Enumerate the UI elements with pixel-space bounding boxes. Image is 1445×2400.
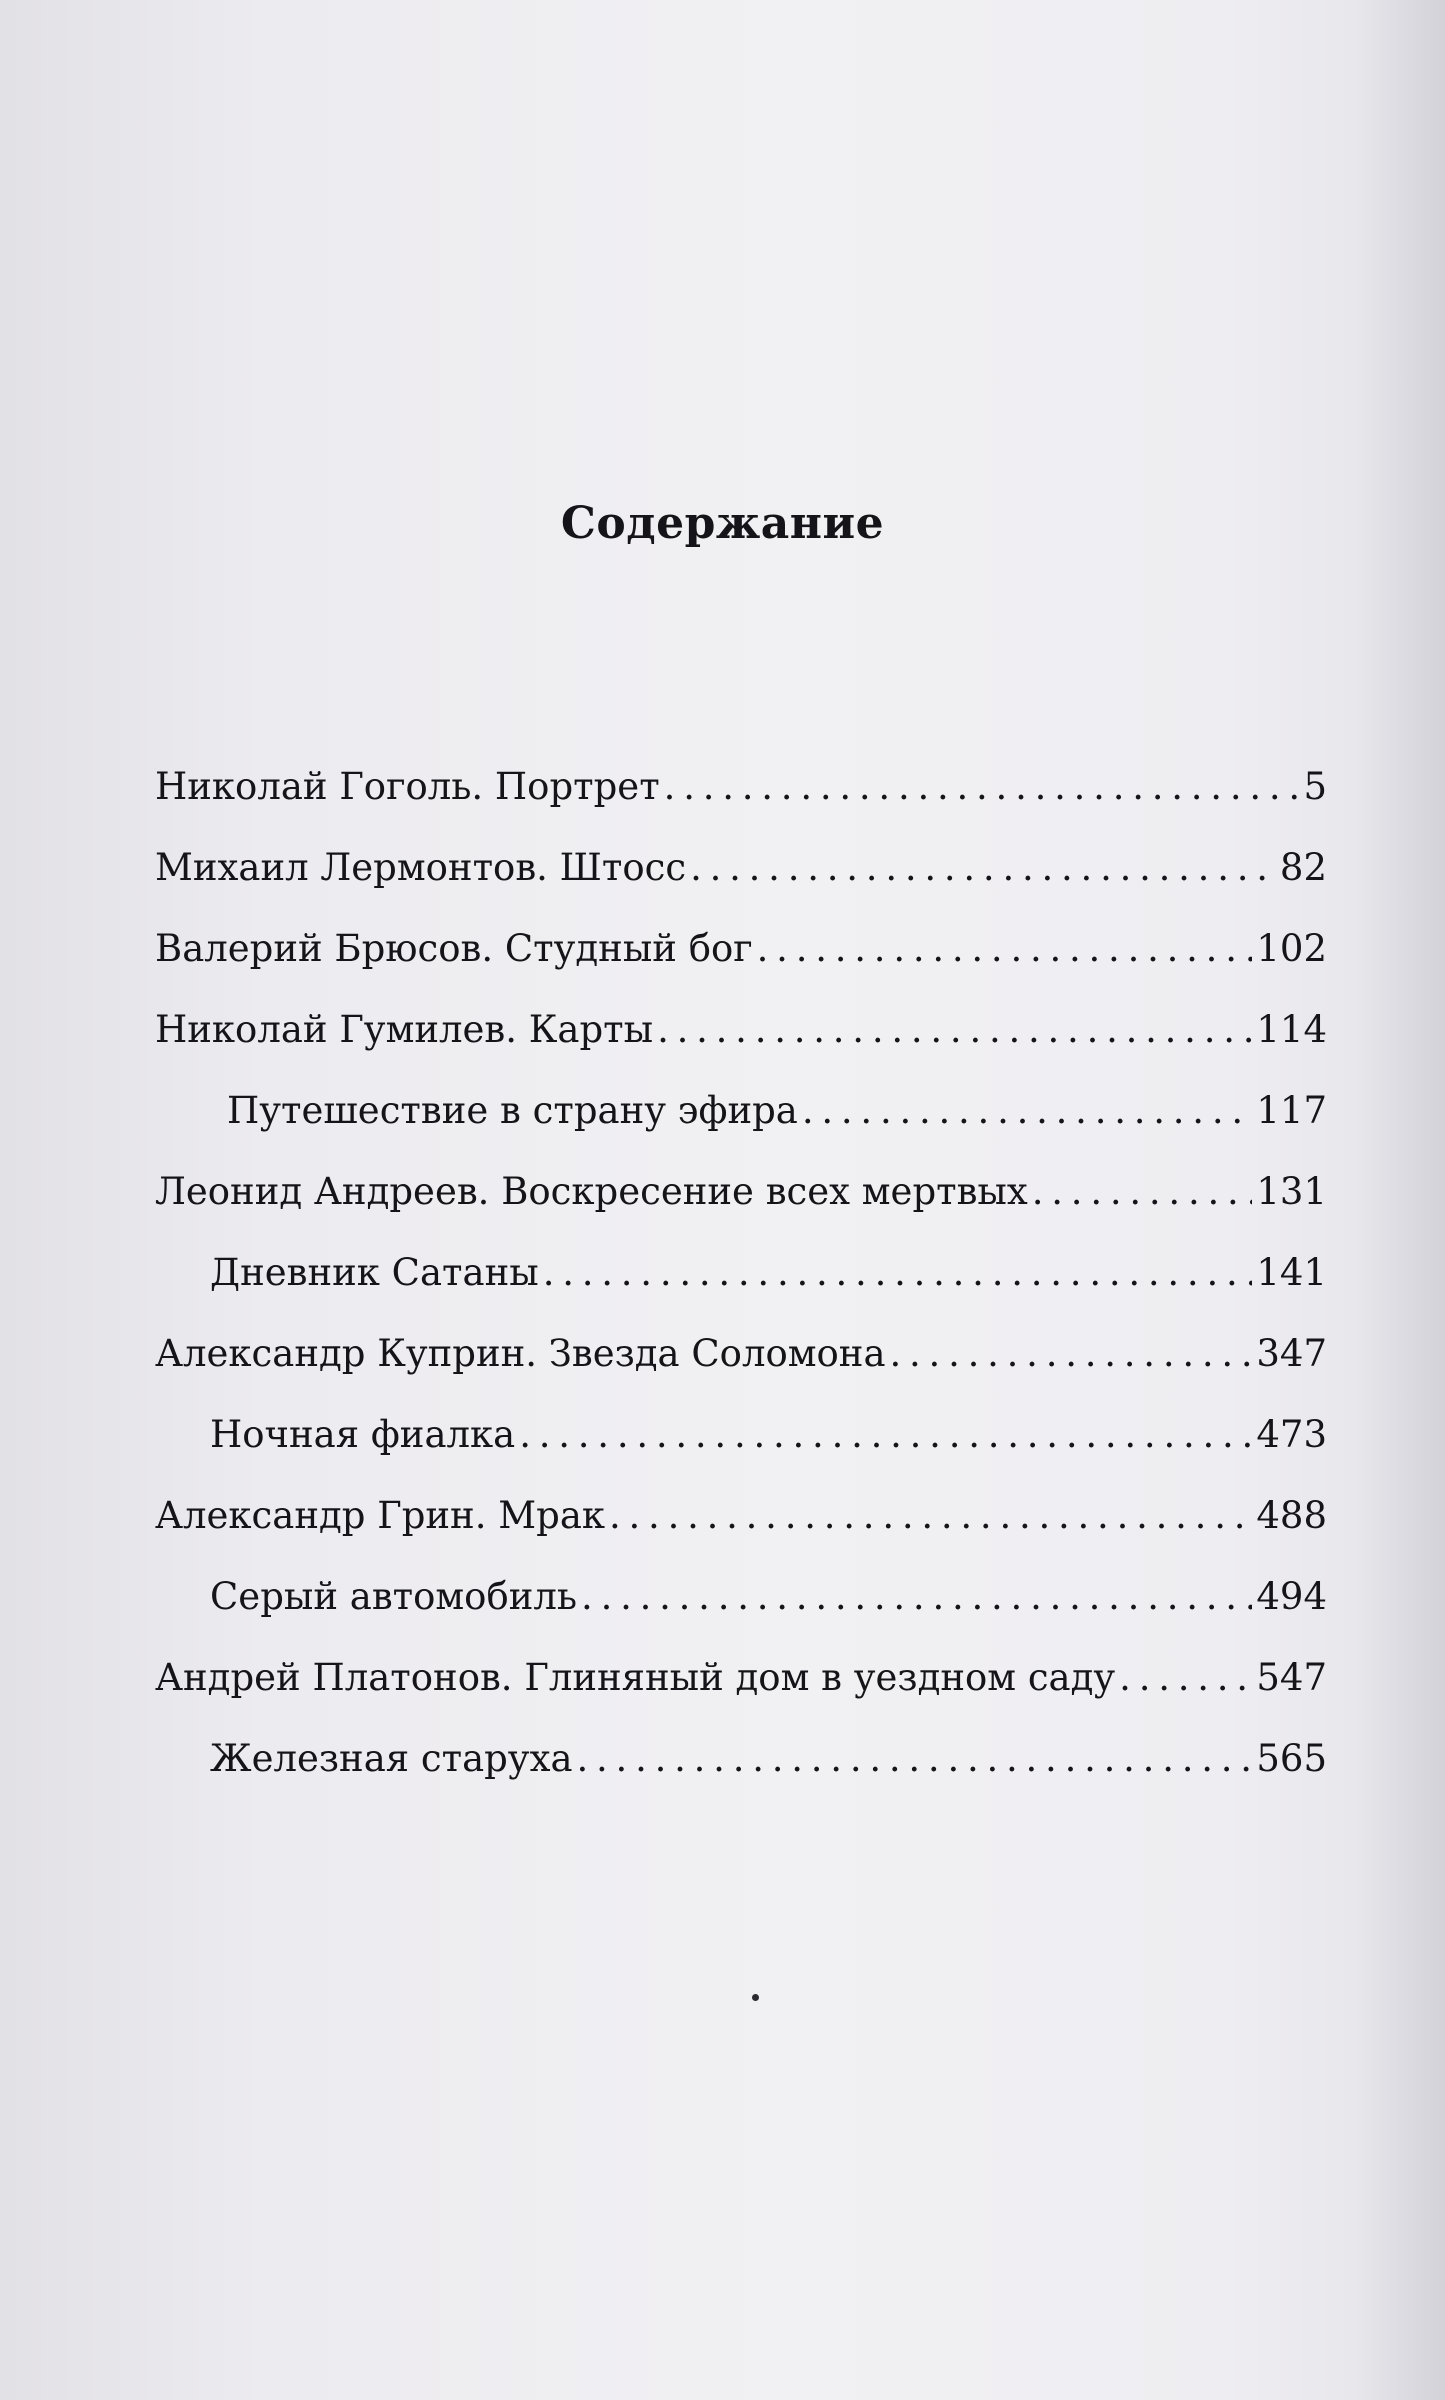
dot-leader [1119, 1653, 1252, 1703]
toc-entry-label: Ночная фиалка [210, 1413, 516, 1456]
toc-entry-label: Александр Куприн. Звезда Соломона [155, 1332, 886, 1375]
table-of-contents [155, 762, 1327, 1815]
dot-leader [802, 1086, 1253, 1136]
toc-entry [155, 1491, 1327, 1572]
toc-entry [155, 1005, 1327, 1086]
dot-leader [609, 1491, 1252, 1541]
toc-entry-label: Андрей Платонов. Глиняный дом в уездном саду [155, 1656, 1116, 1699]
dot-leader [581, 1572, 1252, 1622]
toc-entry-label: Николай Гоголь. Портрет [155, 765, 660, 808]
toc-entry [155, 843, 1327, 924]
toc-entry [155, 1248, 1327, 1329]
dot-leader [1032, 1167, 1253, 1217]
toc-entry [155, 1167, 1327, 1248]
toc-entry [155, 762, 1327, 843]
dot-leader [757, 924, 1253, 974]
dot-leader [664, 762, 1300, 812]
toc-entry-label: Александр Грин. Мрак [155, 1494, 605, 1537]
toc-entry [155, 1734, 1327, 1815]
toc-entry-page: 82 [1279, 846, 1327, 889]
toc-entry [155, 1329, 1327, 1410]
dot-leader [543, 1248, 1253, 1298]
toc-entry-page: 547 [1256, 1656, 1327, 1699]
dot-leader [577, 1734, 1253, 1784]
toc-entry-label: Дневник Сатаны [210, 1251, 539, 1294]
toc-entry-page: 102 [1256, 927, 1327, 970]
dot-leader [657, 1005, 1252, 1055]
toc-entry [155, 1086, 1327, 1167]
page-marker-dot [752, 1994, 759, 2001]
page-title: Содержание [560, 498, 885, 549]
toc-entry-label: Леонид Андреев. Воскресение всех мертвых [155, 1170, 1028, 1213]
dot-leader [690, 843, 1276, 893]
toc-entry-page: 347 [1256, 1332, 1327, 1375]
toc-entry-page: 117 [1256, 1089, 1327, 1132]
toc-entry-page: 114 [1256, 1008, 1327, 1051]
toc-entry [155, 1572, 1327, 1653]
page-gutter-shadow [1355, 0, 1445, 2400]
toc-entry-label: Серый автомобиль [210, 1575, 578, 1618]
toc-entry-page: 131 [1256, 1170, 1327, 1213]
toc-entry [155, 924, 1327, 1005]
toc-entry-page: 5 [1303, 765, 1327, 808]
toc-entry-page: 494 [1256, 1575, 1327, 1618]
toc-entry-page: 565 [1256, 1737, 1327, 1780]
dot-leader [890, 1329, 1253, 1379]
toc-entry-page: 488 [1256, 1494, 1327, 1537]
toc-entry-label: Валерий Брюсов. Студный бог [155, 927, 753, 970]
dot-leader [519, 1410, 1252, 1460]
toc-entry-label: Железная старуха [210, 1737, 573, 1780]
toc-entry-label: Михаил Лермонтов. Штосс [155, 846, 687, 889]
toc-entry [155, 1410, 1327, 1491]
toc-entry-label: Николай Гумилев. Карты [155, 1008, 654, 1051]
toc-entry-page: 473 [1256, 1413, 1327, 1456]
toc-entry-label: Путешествие в страну эфира [227, 1089, 798, 1132]
toc-entry [155, 1653, 1327, 1734]
toc-entry-page: 141 [1256, 1251, 1327, 1294]
